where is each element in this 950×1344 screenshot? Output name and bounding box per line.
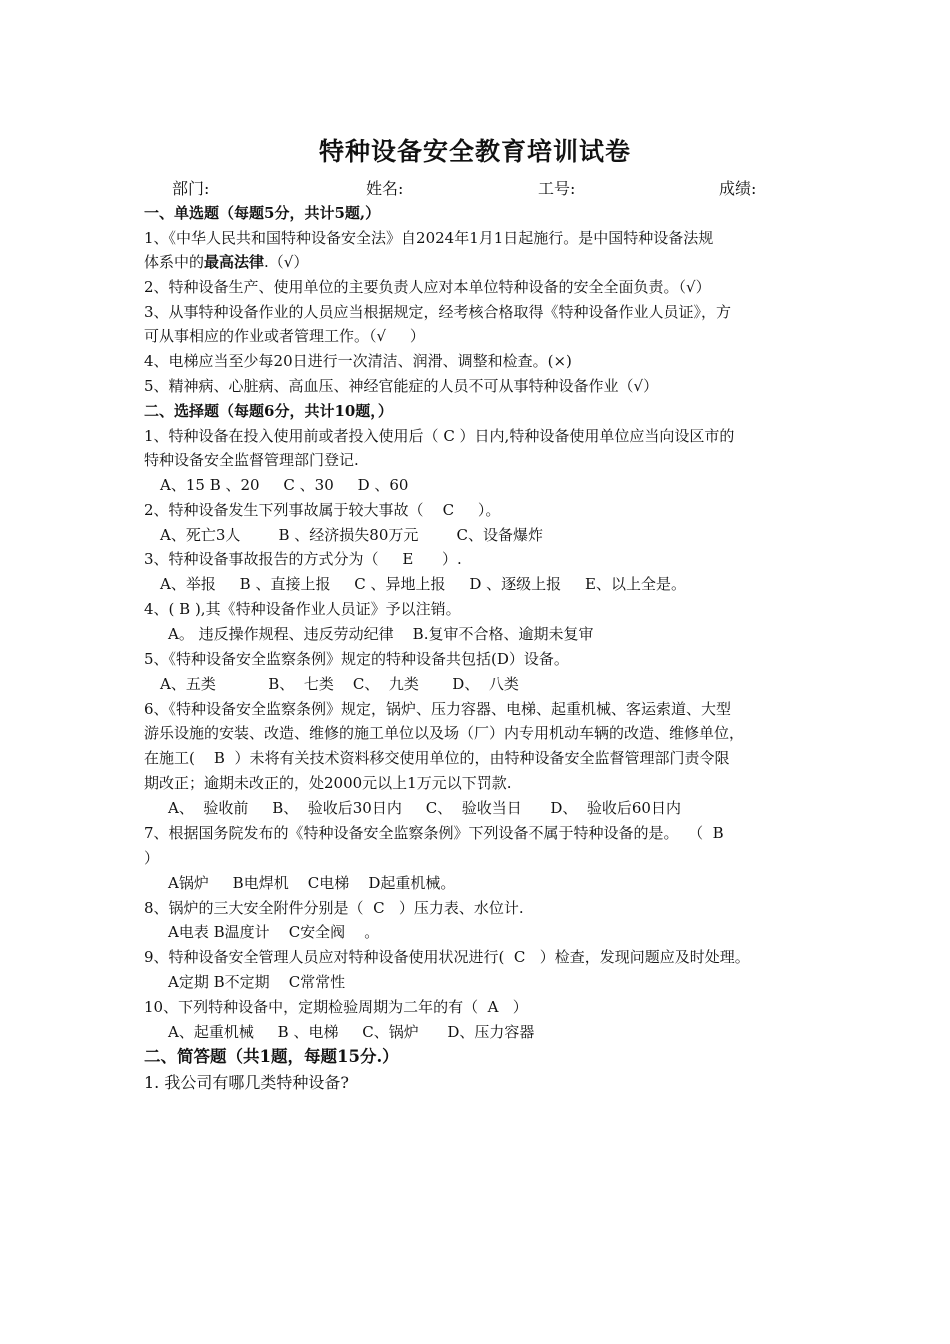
options-line: A、 验收前 B、 验收后30日内 C、 验收当日 D、 验收后60日内	[168, 799, 681, 817]
options-line: A、五类 B、 七类 C、 九类 D、 八类	[160, 675, 519, 693]
page-title: 特种设备安全教育培训试卷	[318, 137, 631, 166]
question-line: ）	[144, 849, 160, 867]
question-line: 3、特种设备事故报告的方式分为（ E ）.	[144, 550, 462, 568]
question-line: 5、《特种设备安全监察条例》规定的特种设备共包括(D）设备。	[144, 650, 569, 668]
question-line: 6、《特种设备安全监察条例》规定，锅炉、压力容器、电梯、起重机械、客运索道、大型	[144, 700, 732, 718]
question-line: 3、从事特种设备作业的人员应当根据规定，经考核合格取得《特种设备作业人员证》，方	[144, 303, 732, 321]
question-line: 特种设备安全监督管理部门登记.	[144, 451, 359, 469]
question-line: 8、锅炉的三大安全附件分别是（ C ）压力表、水位计.	[144, 899, 524, 917]
emphasis-text: 最高法律	[204, 253, 265, 271]
question-line	[144, 252, 308, 272]
question-line: 期改正；逾期未改正的，处2000元以上1万元以下罚款.	[144, 774, 512, 792]
question-text: 体系中的	[144, 253, 205, 271]
section-heading-short-answer: 二、简答题（共1题，每题15分.）	[144, 1047, 399, 1066]
options-line: A、起重机械 B 、电梯 C、锅炉 D、压力容器	[168, 1023, 535, 1041]
question-line: 可从事相应的作业或者管理工作。（√ ）	[144, 327, 425, 345]
section-heading-multiple-choice: 二、选择题（每题6分，共计10题，）	[144, 402, 393, 420]
section-heading-true-false: 一、单选题（每题5分，共计5题,）	[144, 204, 381, 222]
question-line: 2、特种设备生产、使用单位的主要负责人应对本单位特种设备的安全全面负责。（√）	[144, 278, 711, 296]
question-line: 游乐设施的安装、改造、维修的施工单位以及场（厂）内专用机动车辆的改造、维修单位，	[144, 724, 745, 742]
question-line: 10、下列特种设备中，定期检验周期为二年的有（ A ）	[144, 998, 528, 1016]
options-line: A定期 B不定期 C常常性	[168, 973, 346, 991]
question-line: 1. 我公司有哪几类特种设备?	[144, 1073, 349, 1092]
name-label: 姓名:	[366, 179, 404, 198]
options-line: A锅炉 B电焊机 C电梯 D起重机械。	[168, 874, 456, 892]
options-line: A、举报 B 、直接上报 C 、异地上报 D 、逐级上报 E、以上全是。	[160, 575, 686, 593]
score-label: 成绩:	[719, 179, 757, 198]
question-line: 5、精神病、心脏病、高血压、神经官能症的人员不可从事特种设备作业（√）	[144, 377, 659, 395]
question-line: 4、电梯应当至少每20日进行一次清洁、润滑、调整和检查。(×)	[144, 352, 572, 370]
question-line: 7、根据国务院发布的《特种设备安全监察条例》下列设备不属于特种设备的是。 （ B	[144, 824, 724, 842]
question-line: 4、( B ),其《特种设备作业人员证》予以注销。	[144, 600, 461, 618]
question-line: 9、特种设备安全管理人员应对特种设备使用状况进行( C ）检查，发现问题应及时处理。	[144, 948, 750, 966]
question-line: 1、特种设备在投入使用前或者投入使用后（ C ）日内,特种设备使用单位应当向设区市的	[144, 427, 735, 445]
options-line: A电表 B温度计 C安全阀 。	[168, 923, 380, 941]
employee-id-label: 工号:	[538, 179, 576, 198]
answer-mark: .（√）	[264, 253, 309, 271]
options-line: A。 违反操作规程、违反劳动纪律 B.复审不合格、逾期未复审	[168, 625, 594, 643]
question-line: 1、《中华人民共和国特种设备安全法》自2024年1月1日起施行。是中国特种设备法规	[144, 229, 714, 247]
options-line: A、死亡3人 B 、经济损失80万元 C、设备爆炸	[160, 526, 544, 544]
question-line: 2、特种设备发生下列事故属于较大事故（ C ）。	[144, 501, 501, 519]
options-line: A、15 B 、20 C 、30 D 、60	[160, 476, 409, 494]
question-line: 在施工( B ）未将有关技术资料移交使用单位的，由特种设备安全监督管理部门责令限	[144, 749, 730, 767]
department-label: 部门:	[172, 179, 210, 198]
